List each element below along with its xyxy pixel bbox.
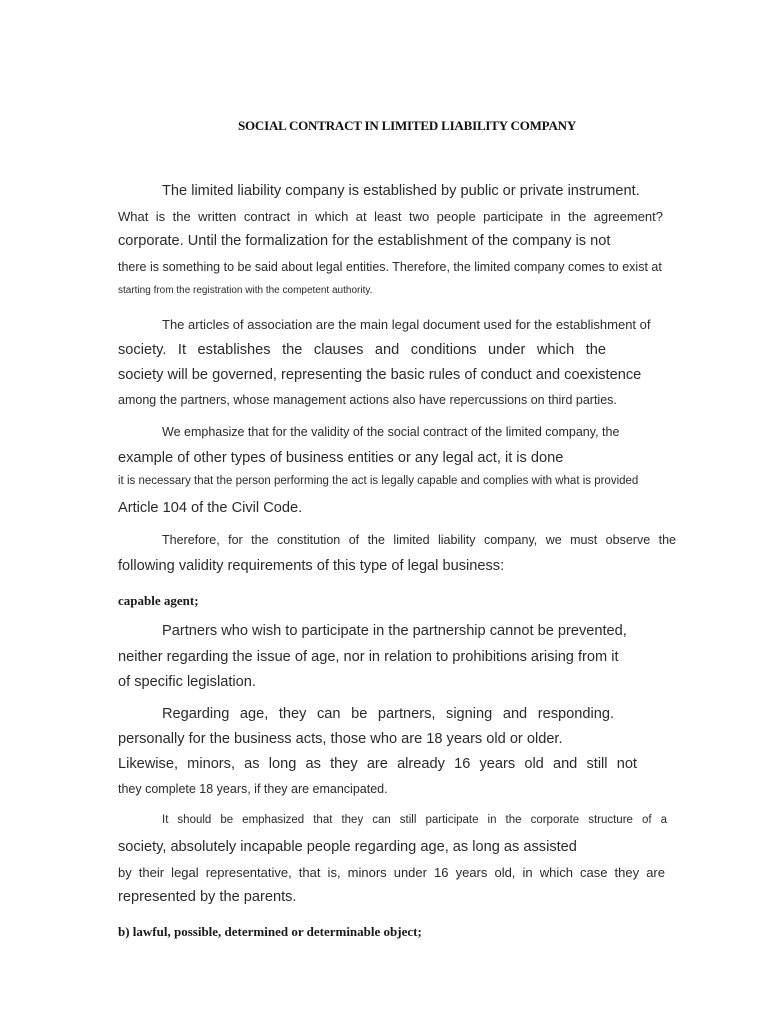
paragraph-1-line-4: there is something to be said about legal entities. Therefore, the limited company comes to exist at bbox=[118, 260, 662, 274]
paragraph-7-line-1: It should be emphasized that they can still participate in the corporate structure of a bbox=[162, 814, 667, 826]
paragraph-2-line-3: society will be governed, representing the basic rules of conduct and coexistence bbox=[118, 367, 642, 383]
paragraph-2-line-1: The articles of association are the main legal document used for the establishment of bbox=[162, 317, 651, 332]
paragraph-3-line-3: it is necessary that the person performing the act is legally capable and complies with what is provided bbox=[118, 475, 639, 487]
paragraph-4-line-1: Therefore, for the constitution of the limited liability company, we must observe the bbox=[162, 533, 676, 547]
paragraph-6-line-1: Regarding age, they can be partners, signing and responding. bbox=[162, 706, 614, 722]
paragraph-7-line-4: represented by the parents. bbox=[118, 889, 297, 905]
paragraph-2-line-2: society. It establishes the clauses and conditions under which the bbox=[118, 342, 606, 358]
paragraph-4-line-2: following validity requirements of this type of legal business: bbox=[118, 558, 505, 574]
paragraph-3-line-2: example of other types of business entities or any legal act, it is done bbox=[118, 450, 564, 466]
paragraph-7-line-2: society, absolutely incapable people regarding age, as long as assisted bbox=[118, 839, 577, 855]
heading-capable-agent: capable agent; bbox=[118, 593, 199, 608]
paragraph-3-line-1: We emphasize that for the validity of the social contract of the limited company, the bbox=[162, 425, 620, 439]
paragraph-5-line-2: neither regarding the issue of age, nor in relation to prohibitions arising from it bbox=[118, 649, 619, 665]
paragraph-1-line-2: What is the written contract in which at least two people participate in the agreement? bbox=[118, 209, 663, 224]
paragraph-6-line-4: they complete 18 years, if they are emancipated. bbox=[118, 782, 388, 796]
heading-lawful-object: b) lawful, possible, determined or determinable object; bbox=[118, 924, 422, 939]
paragraph-6-line-2: personally for the business acts, those who are 18 years old or older. bbox=[118, 731, 563, 747]
paragraph-5-line-3: of specific legislation. bbox=[118, 674, 256, 690]
paragraph-5-line-1: Partners who wish to participate in the partnership cannot be prevented, bbox=[162, 623, 627, 639]
paragraph-1-line-3: corporate. Until the formalization for the establishment of the company is not bbox=[118, 233, 611, 249]
paragraph-6-line-3: Likewise, minors, as long as they are already 16 years old and still not bbox=[118, 756, 637, 772]
paragraph-1-line-1: The limited liability company is established by public or private instrument. bbox=[162, 183, 640, 199]
paragraph-1-line-5: starting from the registration with the competent authority. bbox=[118, 285, 373, 296]
document-title: SOCIAL CONTRACT IN LIMITED LIABILITY COMPANY bbox=[237, 118, 577, 133]
paragraph-7-line-3: by their legal representative, that is, minors under 16 years old, in which case they are bbox=[118, 865, 665, 880]
paragraph-2-line-4: among the partners, whose management actions also have repercussions on third parties. bbox=[118, 393, 617, 407]
paragraph-3-line-4: Article 104 of the Civil Code. bbox=[118, 500, 303, 516]
